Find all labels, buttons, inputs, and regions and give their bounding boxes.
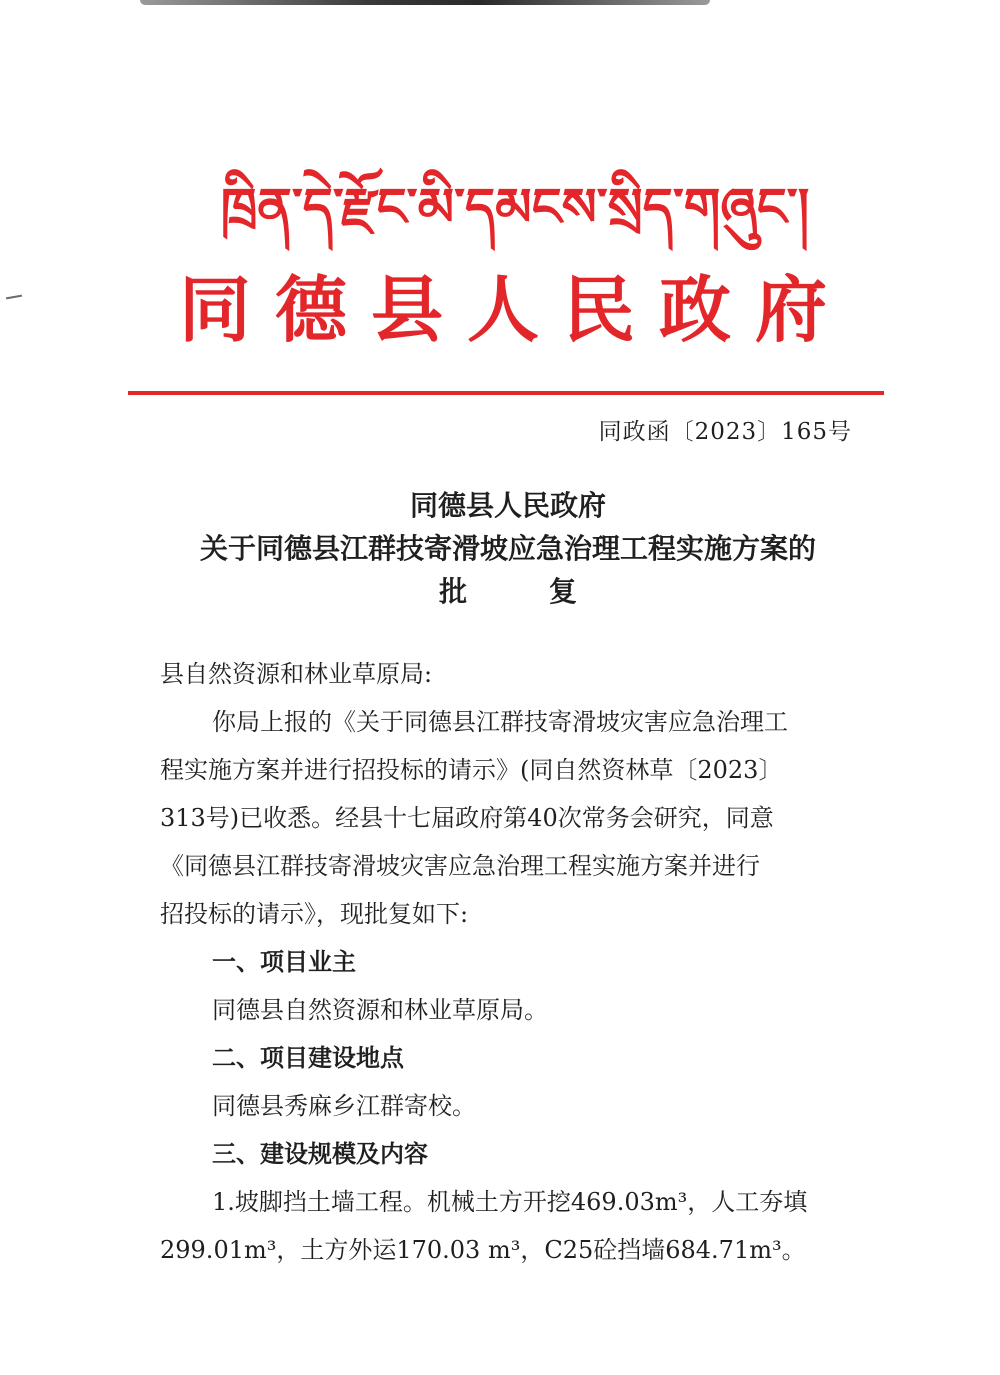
item-line: 1.坡脚挡土墙工程。机械土方开挖469.03m³，人工夯填 [212,1188,808,1216]
paragraph-line: 你局上报的《关于同德县江群技寄滑坡灾害应急治理工 [212,708,788,736]
paragraph-line: 《同德县江群技寄滑坡灾害应急治理工程实施方案并进行 [160,852,760,880]
document-body [160,650,856,1274]
item-line: 299.01m³，土方外运170.03 m³，C25砼挡墙684.71m³。 [160,1236,806,1264]
section-title: 一、项目业主 [212,948,356,976]
document-number: 同政函〔2023〕165号 [598,419,852,445]
heading-line-2: 关于同德县江群技寄滑坡应急治理工程实施方案的 [199,532,816,565]
letterhead-red-rule [128,391,884,395]
section-content: 同德县自然资源和林业草原局。 [212,996,548,1024]
letterhead-chinese-name: 同德县人民政府 [178,267,851,352]
section-content: 同德县秀麻乡江群寄校。 [212,1092,476,1120]
paragraph-line: 程实施方案并进行招投标的请示》(同自然资林草〔2023〕 [160,756,783,784]
section-title: 三、建设规模及内容 [212,1140,428,1168]
paragraph-line: 招投标的请示》，现批复如下: [160,900,469,928]
scan-mark [6,295,22,300]
scan-edge-shadow [140,0,710,5]
document-heading [100,484,916,613]
recipient: 县自然资源和林业草原局: [160,660,433,688]
section-title: 二、项目建设地点 [212,1044,404,1072]
heading-line-1: 同德县人民政府 [409,489,606,522]
paragraph-line: 313号)已收悉。经县十七届政府第40次常务会研究，同意 [160,804,774,832]
heading-line-3: 批 复 [439,575,613,608]
letterhead-tibetan-name: ཁྲིན་དེ་རྫོང་མི་དམངས་སྲིད་གཞུང་། [220,178,810,238]
